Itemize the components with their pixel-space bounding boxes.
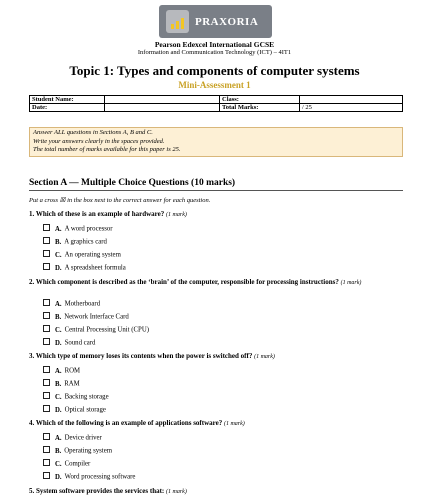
question-4 [29, 419, 403, 429]
checkbox-icon[interactable] [43, 472, 50, 479]
option-2c[interactable]: C. Central Processing Unit (CPU) [43, 325, 149, 335]
option-1a[interactable]: A. A word processor [43, 224, 113, 234]
checkbox-icon[interactable] [43, 312, 50, 319]
student-name-label: Student Name: [30, 96, 105, 104]
option-1d[interactable]: D. A spreadsheet formula [43, 263, 126, 273]
question-5 [29, 487, 403, 497]
option-4d[interactable]: D. Word processing software [43, 472, 135, 482]
checkbox-icon[interactable] [43, 392, 50, 399]
question-marks: (1 mark) [340, 280, 362, 286]
total-marks-label: Total Marks: [220, 104, 300, 112]
checkbox-icon[interactable] [43, 446, 50, 453]
student-info-table [29, 95, 403, 112]
option-2d[interactable]: D. Sound card [43, 338, 95, 348]
checkbox-icon[interactable] [43, 433, 50, 440]
question-1 [29, 210, 403, 220]
checkbox-icon[interactable] [43, 263, 50, 270]
option-3b[interactable]: B. RAM [43, 379, 80, 389]
question-text: 4. Which of the following is an example of applications software? [29, 419, 223, 427]
checkbox-icon[interactable] [43, 224, 50, 231]
instruction-line: Answer ALL questions in Sections A, B and C. [33, 129, 153, 136]
class-field[interactable] [300, 96, 403, 104]
instruction-line: The total number of marks available for this paper is 25. [33, 146, 181, 153]
question-text: 2. Which component is described as the ‘brain’ of the computer, responsible for processing instructions? [29, 278, 339, 286]
question-3 [29, 352, 403, 362]
question-text: 5. System software provides the services that: [29, 487, 165, 495]
option-1b[interactable]: B. A graphics card [43, 237, 107, 247]
exam-board: Pearson Edexcel International GCSE [154, 40, 275, 49]
checkbox-icon[interactable] [43, 250, 50, 257]
option-4b[interactable]: B. Operating system [43, 446, 112, 456]
exam-subject: Information and Communication Technology (ICT) – 4IT1 [137, 49, 292, 56]
checkbox-icon[interactable] [43, 325, 50, 332]
checkbox-icon[interactable] [43, 366, 50, 373]
option-3c[interactable]: C. Backing storage [43, 392, 109, 402]
praxoria-logo [159, 5, 272, 38]
question-marks: (1 mark) [254, 354, 275, 360]
class-label: Class: [220, 96, 300, 104]
page-title: Topic 1: Types and components of computer systems [69, 63, 360, 78]
date-field[interactable] [105, 104, 220, 112]
option-1c[interactable]: C. An operating system [43, 250, 121, 260]
checkbox-icon[interactable] [43, 338, 50, 345]
question-2 [29, 278, 403, 288]
question-marks: (1 mark) [166, 212, 187, 218]
section-a-instruction: Put a cross ☒ in the box next to the correct answer for each question. [29, 197, 211, 204]
option-2a[interactable]: A. Motherboard [43, 299, 100, 309]
checkbox-icon[interactable] [43, 459, 50, 466]
question-text: 3. Which type of memory loses its contents when the power is switched off? [29, 352, 253, 360]
section-a-heading: Section A — Multiple Choice Questions (10 marks) [29, 178, 236, 188]
option-4a[interactable]: A. Device driver [43, 433, 102, 443]
logo-text: PRAXORIA [195, 15, 259, 28]
question-text: 1. Which of these is an example of hardware? [29, 210, 165, 218]
option-3d[interactable]: D. Optical storage [43, 405, 106, 415]
question-marks: (1 mark) [223, 421, 245, 427]
student-name-field[interactable] [105, 96, 220, 104]
checkbox-icon[interactable] [43, 379, 50, 386]
assessment-subtitle: Mini-Assessment 1 [178, 80, 251, 90]
checkbox-icon[interactable] [43, 299, 50, 306]
instructions-box [29, 127, 403, 157]
question-marks: (1 mark) [166, 489, 187, 495]
checkbox-icon[interactable] [43, 405, 50, 412]
checkbox-icon[interactable] [43, 237, 50, 244]
bar-chart-icon [166, 10, 189, 33]
date-label: Date: [30, 104, 105, 112]
option-4c[interactable]: C. Compiler [43, 459, 90, 469]
option-2b[interactable]: B. Network Interface Card [43, 312, 129, 322]
total-marks-field[interactable]: / 25 [300, 104, 403, 112]
section-divider [29, 190, 403, 191]
option-3a[interactable]: A. ROM [43, 366, 80, 376]
instruction-line: Write your answers clearly in the spaces provided. [33, 137, 165, 145]
